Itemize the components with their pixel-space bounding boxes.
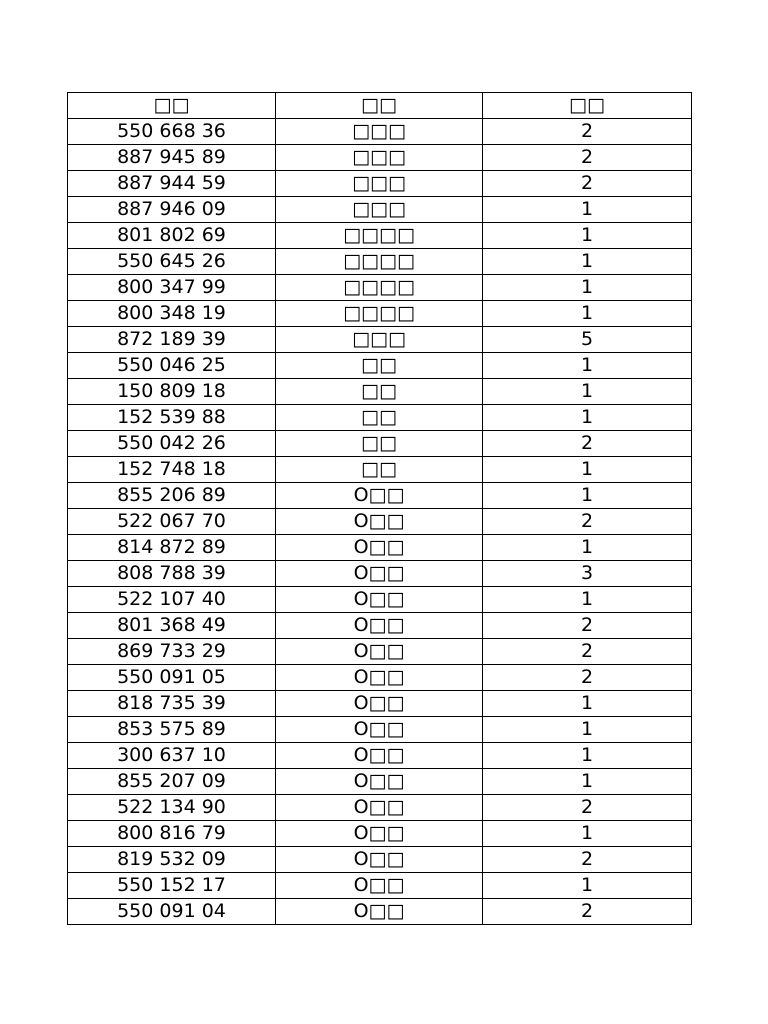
- cell-quantity: 2: [483, 665, 692, 691]
- cell-quantity: 1: [483, 769, 692, 795]
- table-row: [68, 457, 692, 483]
- cell-code: 869 733 29: [68, 639, 276, 665]
- table-row: [68, 483, 692, 509]
- cell-code: 550 645 26: [68, 249, 276, 275]
- table-row: [68, 249, 692, 275]
- cell-quantity: 2: [483, 795, 692, 821]
- cell-quantity: 2: [483, 145, 692, 171]
- cell-code: 550 152 17: [68, 873, 276, 899]
- cell-code: 522 067 70: [68, 509, 276, 535]
- cell-name: □□: [276, 405, 483, 431]
- cell-code: 887 946 09: [68, 197, 276, 223]
- cell-name: O□□: [276, 509, 483, 535]
- header-row: [68, 93, 692, 119]
- cell-code: 522 107 40: [68, 587, 276, 613]
- table-row: [68, 431, 692, 457]
- table-row: [68, 587, 692, 613]
- cell-name: □□: [276, 353, 483, 379]
- cell-name: □□: [276, 457, 483, 483]
- cell-name: O□□: [276, 587, 483, 613]
- cell-code: 801 802 69: [68, 223, 276, 249]
- column-header-code: □□: [68, 93, 276, 119]
- cell-name: O□□: [276, 717, 483, 743]
- cell-quantity: 1: [483, 301, 692, 327]
- cell-name: □□□: [276, 327, 483, 353]
- table-row: [68, 119, 692, 145]
- table-row: [68, 509, 692, 535]
- cell-name: O□□: [276, 821, 483, 847]
- cell-code: 550 042 26: [68, 431, 276, 457]
- cell-code: 152 748 18: [68, 457, 276, 483]
- cell-name: □□□: [276, 145, 483, 171]
- cell-name: O□□: [276, 665, 483, 691]
- cell-name: □□□□: [276, 275, 483, 301]
- table-row: [68, 379, 692, 405]
- table-body: [68, 119, 692, 925]
- cell-quantity: 2: [483, 899, 692, 925]
- cell-quantity: 1: [483, 743, 692, 769]
- cell-code: 300 637 10: [68, 743, 276, 769]
- column-header-quantity: □□: [483, 93, 692, 119]
- table-row: [68, 405, 692, 431]
- cell-quantity: 2: [483, 639, 692, 665]
- cell-name: □□□□: [276, 249, 483, 275]
- cell-name: O□□: [276, 847, 483, 873]
- cell-code: 887 944 59: [68, 171, 276, 197]
- table-row: [68, 275, 692, 301]
- table-row: [68, 899, 692, 925]
- table-row: [68, 197, 692, 223]
- cell-quantity: 1: [483, 353, 692, 379]
- cell-quantity: 1: [483, 691, 692, 717]
- cell-name: O□□: [276, 561, 483, 587]
- table-row: [68, 223, 692, 249]
- cell-quantity: 1: [483, 483, 692, 509]
- column-header-name: □□: [276, 93, 483, 119]
- table-row: [68, 769, 692, 795]
- cell-quantity: 1: [483, 717, 692, 743]
- cell-name: □□□: [276, 197, 483, 223]
- cell-code: 808 788 39: [68, 561, 276, 587]
- cell-quantity: 2: [483, 119, 692, 145]
- table-row: [68, 613, 692, 639]
- table-row: [68, 873, 692, 899]
- cell-code: 550 046 25: [68, 353, 276, 379]
- table-row: [68, 717, 692, 743]
- cell-quantity: 1: [483, 821, 692, 847]
- cell-quantity: 1: [483, 379, 692, 405]
- table-header: [68, 93, 692, 119]
- cell-quantity: 1: [483, 405, 692, 431]
- cell-name: O□□: [276, 691, 483, 717]
- cell-code: 550 091 05: [68, 665, 276, 691]
- cell-code: 887 945 89: [68, 145, 276, 171]
- table-row: [68, 691, 692, 717]
- cell-quantity: 2: [483, 431, 692, 457]
- table-row: [68, 171, 692, 197]
- data-table: [67, 92, 692, 925]
- cell-code: 872 189 39: [68, 327, 276, 353]
- table-row: [68, 743, 692, 769]
- cell-quantity: 1: [483, 457, 692, 483]
- cell-name: □□□□: [276, 223, 483, 249]
- cell-name: O□□: [276, 899, 483, 925]
- table-row: [68, 535, 692, 561]
- cell-name: □□□: [276, 171, 483, 197]
- cell-name: O□□: [276, 873, 483, 899]
- cell-quantity: 3: [483, 561, 692, 587]
- cell-quantity: 1: [483, 535, 692, 561]
- cell-code: 800 816 79: [68, 821, 276, 847]
- cell-quantity: 1: [483, 873, 692, 899]
- cell-name: O□□: [276, 639, 483, 665]
- cell-name: □□□□: [276, 301, 483, 327]
- cell-name: O□□: [276, 483, 483, 509]
- cell-name: O□□: [276, 795, 483, 821]
- table-row: [68, 145, 692, 171]
- cell-quantity: 2: [483, 509, 692, 535]
- cell-name: □□: [276, 431, 483, 457]
- cell-name: O□□: [276, 613, 483, 639]
- cell-quantity: 1: [483, 587, 692, 613]
- cell-code: 550 668 36: [68, 119, 276, 145]
- table-row: [68, 665, 692, 691]
- cell-code: 814 872 89: [68, 535, 276, 561]
- table-row: [68, 795, 692, 821]
- cell-code: 819 532 09: [68, 847, 276, 873]
- table-row: [68, 353, 692, 379]
- cell-name: □□: [276, 379, 483, 405]
- table-row: [68, 561, 692, 587]
- cell-quantity: 5: [483, 327, 692, 353]
- cell-quantity: 2: [483, 847, 692, 873]
- table-row: [68, 301, 692, 327]
- cell-code: 818 735 39: [68, 691, 276, 717]
- table-row: [68, 847, 692, 873]
- cell-code: 800 347 99: [68, 275, 276, 301]
- table-row: [68, 639, 692, 665]
- cell-code: 853 575 89: [68, 717, 276, 743]
- table-row: [68, 327, 692, 353]
- cell-quantity: 1: [483, 223, 692, 249]
- cell-code: 800 348 19: [68, 301, 276, 327]
- cell-code: 855 207 09: [68, 769, 276, 795]
- cell-name: O□□: [276, 535, 483, 561]
- cell-code: 152 539 88: [68, 405, 276, 431]
- cell-quantity: 1: [483, 249, 692, 275]
- cell-code: 150 809 18: [68, 379, 276, 405]
- cell-code: 855 206 89: [68, 483, 276, 509]
- cell-name: □□□: [276, 119, 483, 145]
- cell-code: 550 091 04: [68, 899, 276, 925]
- cell-quantity: 2: [483, 613, 692, 639]
- cell-quantity: 1: [483, 197, 692, 223]
- cell-quantity: 2: [483, 171, 692, 197]
- cell-name: O□□: [276, 769, 483, 795]
- cell-quantity: 1: [483, 275, 692, 301]
- table-row: [68, 821, 692, 847]
- cell-code: 801 368 49: [68, 613, 276, 639]
- cell-name: O□□: [276, 743, 483, 769]
- cell-code: 522 134 90: [68, 795, 276, 821]
